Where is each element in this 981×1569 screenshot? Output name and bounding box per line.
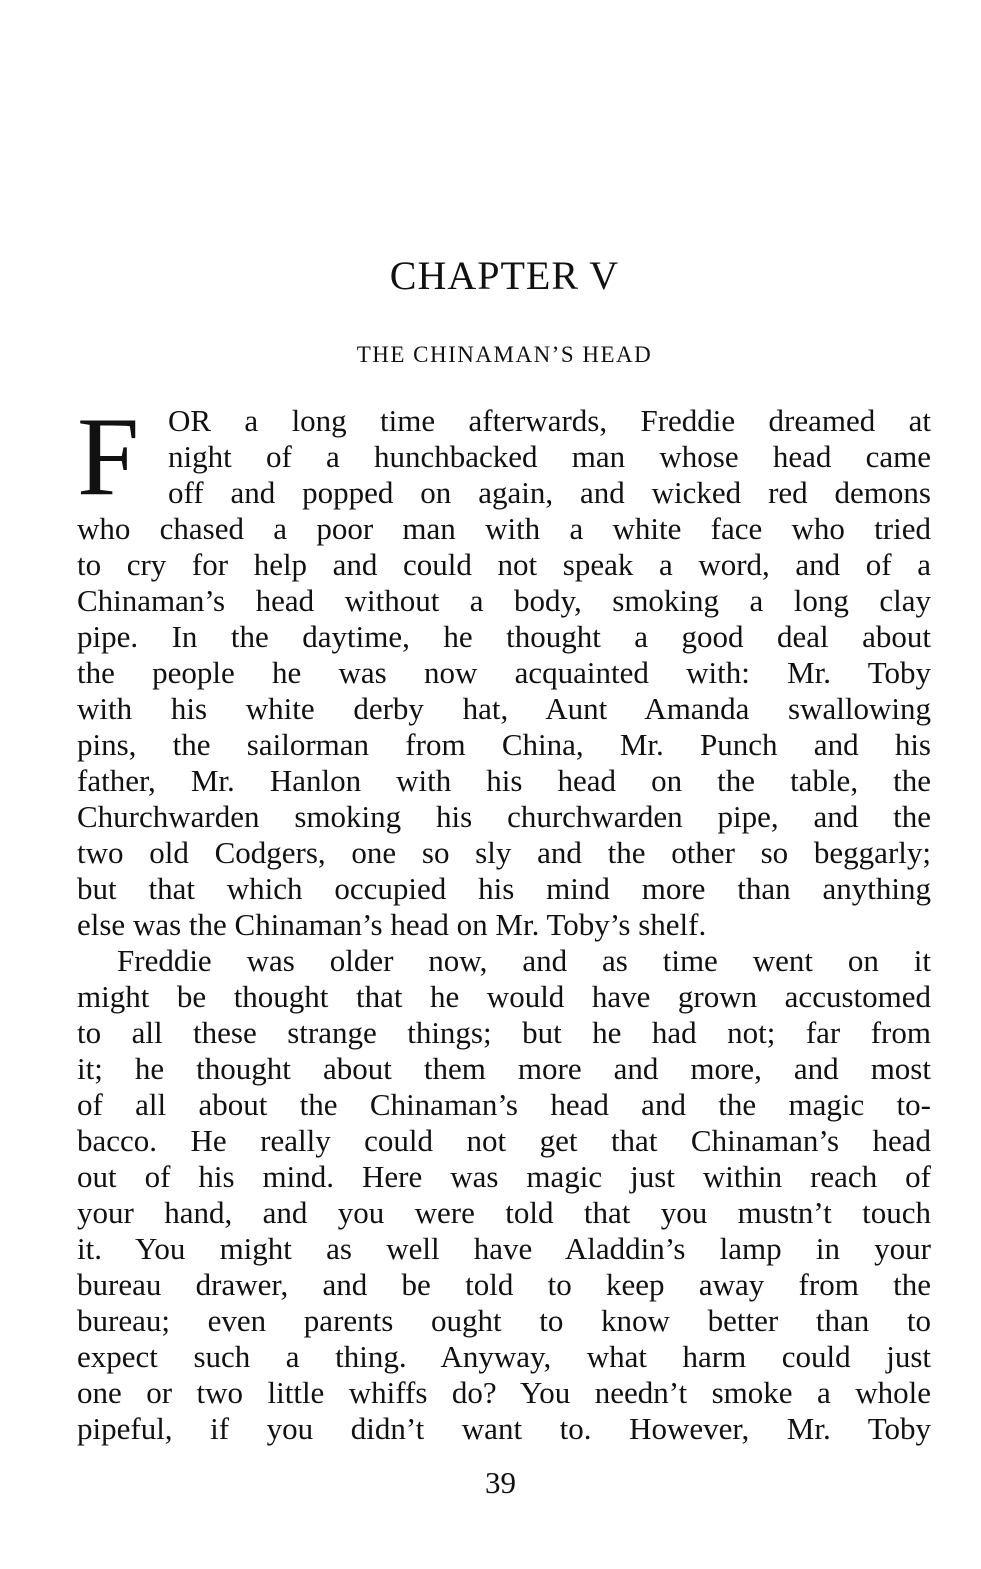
text-line: bureau drawer, and be told to keep away from the (77, 1267, 931, 1302)
text-line: to cry for help and could not speak a word, and of a (77, 547, 931, 582)
text-line: pins, the sailorman from China, Mr. Punch and his (77, 727, 931, 762)
text-line: pipeful, if you didn’t want to. However, Mr. Toby (77, 1411, 931, 1446)
text-line: it; he thought about them more and more, and most (77, 1051, 931, 1086)
text-line: else was the Chinaman’s head on Mr. Toby’s shelf. (77, 907, 707, 942)
text-line: Freddie was older now, and as time went on it (117, 943, 931, 978)
text-line: to all these strange things; but he had not; far from (77, 1015, 931, 1050)
text-line: out of his mind. Here was magic just within reach of (77, 1159, 931, 1194)
text-line: it. You might as well have Aladdin’s lamp in your (77, 1231, 931, 1266)
text-line: who chased a poor man with a white face who tried (77, 511, 931, 546)
text-line: Churchwarden smoking his churchwarden pipe, and the (77, 799, 931, 834)
drop-cap: F (77, 395, 140, 519)
text-line: bacco. He really could not get that Chinaman’s head (77, 1123, 931, 1158)
chapter-text (77, 395, 931, 1447)
text-line: night of a hunchbacked man whose head came (168, 439, 931, 474)
text-line: with his white derby hat, Aunt Amanda swallowing (77, 691, 931, 726)
text-line: but that which occupied his mind more than anything (77, 871, 931, 906)
text-line: off and popped on again, and wicked red demons (168, 475, 931, 510)
text-line: pipe. In the daytime, he thought a good deal about (77, 619, 931, 654)
text-line: your hand, and you were told that you mustn’t touch (77, 1195, 931, 1230)
chapter-subtitle: THE CHINAMAN’S HEAD (356, 342, 653, 367)
text-line: bureau; even parents ought to know better than to (77, 1303, 931, 1338)
text-line: the people he was now acquainted with: Mr. Toby (77, 655, 931, 690)
text-line: father, Mr. Hanlon with his head on the table, the (77, 763, 931, 798)
page-number: 39 (485, 1465, 516, 1500)
text-line: expect such a thing. Anyway, what harm could just (77, 1339, 931, 1374)
text-line: two old Codgers, one so sly and the other so beggarly; (77, 835, 931, 870)
text-line: Chinaman’s head without a body, smoking a long clay (77, 583, 931, 618)
text-line: one or two little whiffs do? You needn’t smoke a whole (77, 1375, 931, 1410)
text-line: OR a long time afterwards, Freddie dreamed at (168, 403, 931, 438)
chapter-title: CHAPTER V (389, 253, 620, 298)
text-line: might be thought that he would have grown accustomed (77, 979, 931, 1014)
text-line: of all about the Chinaman’s head and the magic to- (77, 1087, 931, 1122)
